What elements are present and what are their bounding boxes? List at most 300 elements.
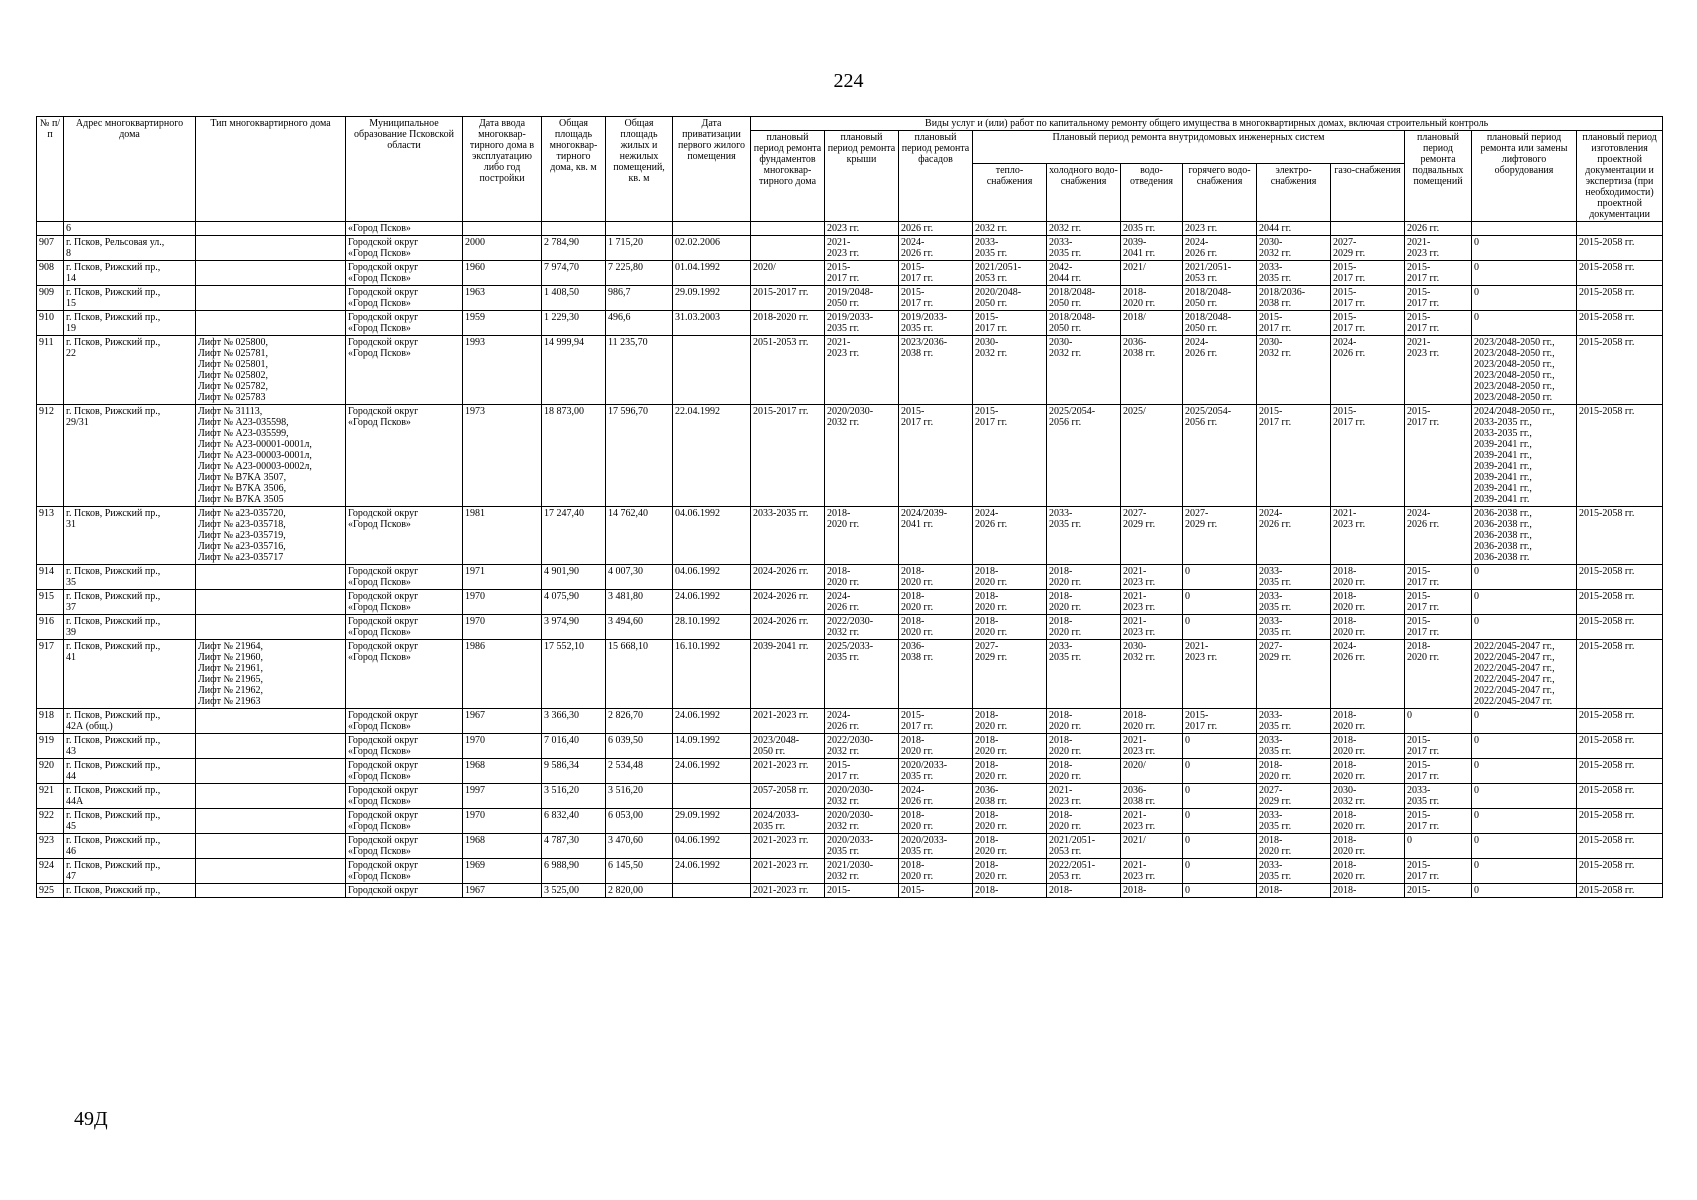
table-cell: 2018/2048- 2050 гг. [1047, 311, 1121, 336]
table-cell: 29.09.1992 [673, 286, 751, 311]
table-cell: 2018- 2020 гг. [1047, 709, 1121, 734]
table-cell: 2026 гг. [1405, 222, 1472, 236]
table-cell: г. Псков, Рижский пр., 41 [64, 640, 196, 709]
row-number: 913 [37, 507, 64, 565]
table-cell: 2018- 2020 гг. [825, 507, 899, 565]
table-cell: 3 516,20 [606, 784, 673, 809]
row-number: 910 [37, 311, 64, 336]
table-cell: Городской округ «Город Псков» [346, 336, 463, 405]
table-cell: г. Псков, Рижский пр., 43 [64, 734, 196, 759]
table-cell: 24.06.1992 [673, 590, 751, 615]
row-number: 920 [37, 759, 64, 784]
table-cell: 2036- 2038 гг. [899, 640, 973, 709]
table-cell [196, 590, 346, 615]
table-cell: 2015- 2017 гг. [1331, 405, 1405, 507]
table-cell: 2018- 2020 гг. [825, 565, 899, 590]
table-cell: 2015- 2017 гг. [1405, 759, 1472, 784]
table-cell: 986,7 [606, 286, 673, 311]
table-cell: 2033- 2035 гг. [1257, 859, 1331, 884]
table-cell: 2036- 2038 гг. [1121, 784, 1183, 809]
table-row [37, 311, 1663, 336]
table-cell: г. Псков, Рижский пр., 46 [64, 834, 196, 859]
table-cell: 2019/2048- 2050 гг. [825, 286, 899, 311]
table-cell: 2022/2051- 2053 гг. [1047, 859, 1121, 884]
table-cell: 2018/2036- 2038 гг. [1257, 286, 1331, 311]
table-cell: 15 668,10 [606, 640, 673, 709]
table-cell [196, 261, 346, 286]
table-row [37, 640, 1663, 709]
table-cell: 2021/2030- 2032 гг. [825, 859, 899, 884]
table-cell: 28.10.1992 [673, 615, 751, 640]
table-cell: 2018- 2020 гг. [973, 834, 1047, 859]
table-cell: 0 [1472, 809, 1577, 834]
table-cell: 0 [1183, 884, 1257, 898]
table-cell [196, 759, 346, 784]
header-municipality: Муниципальное образование Псковской области [346, 117, 463, 222]
table-cell: г. Псков, Рижский пр., 35 [64, 565, 196, 590]
table-cell [606, 222, 673, 236]
table-cell: 2015-2058 гг. [1577, 336, 1663, 405]
table-cell: 2030- 2032 гг. [1257, 336, 1331, 405]
table-cell: 2033- 2035 гг. [1257, 809, 1331, 834]
header-works-group: Виды услуг и (или) работ по капитальному ремонту общего имущества в многоквартирных домах, включая строительный контроль [751, 117, 1663, 131]
table-cell: 2015-2058 гг. [1577, 565, 1663, 590]
table-cell: Городской округ «Город Псков» [346, 859, 463, 884]
table-cell: г. Псков, Рижский пр., 44 [64, 759, 196, 784]
header-foundation: плановый период ремонта фундаментов многоквар-тирного дома [751, 131, 825, 222]
table-cell: 2015- 2017 гг. [899, 286, 973, 311]
table-cell: 2018- 2020 гг. [1047, 809, 1121, 834]
table-cell: 2018- [1121, 884, 1183, 898]
header-commission: Дата ввода многоквар-тирного дома в эксплуатацию либо год постройки [463, 117, 542, 222]
table-cell: 2027- 2029 гг. [973, 640, 1047, 709]
table-cell: 2018- [1331, 884, 1405, 898]
table-cell: Городской округ «Город Псков» [346, 286, 463, 311]
table-cell: 0 [1183, 615, 1257, 640]
table-cell: 2039- 2041 гг. [1121, 236, 1183, 261]
table-cell: 2015- 2017 гг. [1405, 286, 1472, 311]
table-cell: 2018- 2020 гг. [899, 590, 973, 615]
table-cell: 0 [1472, 859, 1577, 884]
table-cell: г. Псков, Рижский пр., 47 [64, 859, 196, 884]
table-cell: 2024- 2026 гг. [1257, 507, 1331, 565]
header-systems-group: Плановый период ремонта внутридомовых инженерных систем [973, 131, 1405, 164]
table-cell: 31.03.2003 [673, 311, 751, 336]
table-cell: 2030- 2032 гг. [1121, 640, 1183, 709]
row-number: 923 [37, 834, 64, 859]
table-cell: Городской округ «Город Псков» [346, 615, 463, 640]
table-cell: 2051-2053 гг. [751, 336, 825, 405]
table-cell: 1967 [463, 884, 542, 898]
table-cell: 1968 [463, 834, 542, 859]
header-drainage: водо-отведения [1121, 163, 1183, 221]
table-cell: Городской округ «Город Псков» [346, 834, 463, 859]
table-cell: 0 [1472, 311, 1577, 336]
table-cell: 0 [1183, 565, 1257, 590]
table-cell: 2026 гг. [899, 222, 973, 236]
table-cell: 2015- [825, 884, 899, 898]
table-cell: г. Псков, Рижский пр., 37 [64, 590, 196, 615]
table-cell [196, 734, 346, 759]
row-number: 908 [37, 261, 64, 286]
table-cell: 2018- 2020 гг. [1047, 734, 1121, 759]
table-cell: 7 016,40 [542, 734, 606, 759]
table-cell: 2024- 2026 гг. [973, 507, 1047, 565]
table-cell: 2033-2035 гг. [751, 507, 825, 565]
table-cell: 2021- 2023 гг. [1331, 507, 1405, 565]
table-cell: 2021- 2023 гг. [1047, 784, 1121, 809]
table-cell: 2024- 2026 гг. [899, 784, 973, 809]
table-cell: 1970 [463, 615, 542, 640]
table-cell: 2 534,48 [606, 759, 673, 784]
table-cell: 2033- 2035 гг. [1405, 784, 1472, 809]
table-cell: 2000 [463, 236, 542, 261]
table-cell: 2033- 2035 гг. [1047, 640, 1121, 709]
table-cell: 1967 [463, 709, 542, 734]
table-cell: 04.06.1992 [673, 834, 751, 859]
table-cell: 1 229,30 [542, 311, 606, 336]
table-cell: 2024- 2026 гг. [1331, 336, 1405, 405]
table-cell: 6 832,40 [542, 809, 606, 834]
table-cell: 2015- 2017 гг. [1405, 734, 1472, 759]
table-cell: 2027- 2029 гг. [1257, 640, 1331, 709]
table-cell: 2018- 2020 гг. [1331, 565, 1405, 590]
table-cell: 2015-2017 гг. [751, 405, 825, 507]
table-row [37, 405, 1663, 507]
table-cell: 2020/ [1121, 759, 1183, 784]
table-cell: Городской округ «Город Псков» [346, 590, 463, 615]
table-cell: 2015-2058 гг. [1577, 615, 1663, 640]
table-cell: 2015- [899, 884, 973, 898]
table-cell: 2015- 2017 гг. [1331, 261, 1405, 286]
table-cell [37, 222, 64, 236]
table-cell: 2018- [973, 884, 1047, 898]
table-cell: 2015- 2017 гг. [1405, 859, 1472, 884]
table-cell: 1 715,20 [606, 236, 673, 261]
table-cell: 2 826,70 [606, 709, 673, 734]
table-cell: г. Псков, Рижский пр., 22 [64, 336, 196, 405]
table-cell [196, 859, 346, 884]
table-cell: 2018- 2020 гг. [899, 565, 973, 590]
table-cell: 0 [1472, 784, 1577, 809]
table-cell: 2033- 2035 гг. [1257, 734, 1331, 759]
table-cell: 2033- 2035 гг. [1257, 565, 1331, 590]
table-cell: г. Псков, Рижский пр., 31 [64, 507, 196, 565]
table-cell: Городской округ «Город Псков» [346, 809, 463, 834]
table-cell: 2021-2023 гг. [751, 759, 825, 784]
table-cell: 3 366,30 [542, 709, 606, 734]
table-cell: 2018/2048- 2050 гг. [1183, 311, 1257, 336]
table-cell: Городской округ «Город Псков» [346, 565, 463, 590]
table-cell: 2018- 2020 гг. [1331, 709, 1405, 734]
table-cell: 3 525,00 [542, 884, 606, 898]
header-gas: газо-снабжения [1331, 163, 1405, 221]
table-cell: 2023/2048-2050 гг., 2023/2048-2050 гг., 2023/2048-2050 гг., 2023/2048-2050 гг., 2023/2048-2050 гг., 2023/2048-2050 гг. [1472, 336, 1577, 405]
table-cell: 2027- 2029 гг. [1121, 507, 1183, 565]
table-cell [196, 709, 346, 734]
table-row-continued [37, 222, 1663, 236]
table-cell: 2024-2026 гг. [751, 565, 825, 590]
row-number: 911 [37, 336, 64, 405]
table-cell: 2018/2048- 2050 гг. [1183, 286, 1257, 311]
table-cell: 24.06.1992 [673, 709, 751, 734]
table-cell: 2015- 2017 гг. [899, 405, 973, 507]
header-num: № п/п [37, 117, 64, 222]
header-elevator: плановый период ремонта или замены лифтового оборудования [1472, 131, 1577, 222]
row-number: 916 [37, 615, 64, 640]
table-row [37, 834, 1663, 859]
table-cell: 0 [1183, 784, 1257, 809]
table-cell: 2015- 2017 гг. [1257, 405, 1331, 507]
table-cell: 2025/2033- 2035 гг. [825, 640, 899, 709]
table-cell: 1960 [463, 261, 542, 286]
table-cell: 4 901,90 [542, 565, 606, 590]
table-cell: 2015- 2017 гг. [1405, 261, 1472, 286]
table-cell: 2015-2058 гг. [1577, 590, 1663, 615]
table-cell: 2027- 2029 гг. [1183, 507, 1257, 565]
table-cell: Лифт № 025800, Лифт № 025781, Лифт № 025801, Лифт № 025802, Лифт № 025782, Лифт № 025783 [196, 336, 346, 405]
table-cell [1472, 222, 1577, 236]
table-cell [1331, 222, 1405, 236]
table-cell: г. Псков, Рижский пр., 42А (общ.) [64, 709, 196, 734]
table-cell: 2042- 2044 гг. [1047, 261, 1121, 286]
table-cell: 2019/2033- 2035 гг. [825, 311, 899, 336]
table-cell: 0 [1472, 884, 1577, 898]
table-cell: 04.06.1992 [673, 507, 751, 565]
table-cell: 2018- 2020 гг. [1331, 590, 1405, 615]
table-cell: 18 873,00 [542, 405, 606, 507]
table-cell: 2024- 2026 гг. [1331, 640, 1405, 709]
header-total-area: Общая площадь многоквар-тирного дома, кв. м [542, 117, 606, 222]
table-cell: 2020/2033- 2035 гг. [899, 759, 973, 784]
table-cell [196, 615, 346, 640]
table-cell: 2015-2058 гг. [1577, 759, 1663, 784]
row-number: 925 [37, 884, 64, 898]
table-cell: 29.09.1992 [673, 809, 751, 834]
table-cell: 2030- 2032 гг. [1047, 336, 1121, 405]
table-cell: 2033- 2035 гг. [1257, 709, 1331, 734]
table-cell: 0 [1183, 759, 1257, 784]
table-cell: 1993 [463, 336, 542, 405]
table-cell: 14 762,40 [606, 507, 673, 565]
table-cell: 2015-2017 гг. [751, 286, 825, 311]
table-cell: 1970 [463, 590, 542, 615]
table-cell: 2033- 2035 гг. [1257, 590, 1331, 615]
row-number: 921 [37, 784, 64, 809]
table-cell: 2025/2054- 2056 гг. [1183, 405, 1257, 507]
table-cell: 0 [1472, 565, 1577, 590]
table-row [37, 884, 1663, 898]
table-cell: 2015-2058 гг. [1577, 236, 1663, 261]
table-cell: 2015-2058 гг. [1577, 286, 1663, 311]
table-cell: 2021- 2023 гг. [1405, 336, 1472, 405]
table-cell: 2015-2058 гг. [1577, 640, 1663, 709]
table-cell: 0 [1472, 286, 1577, 311]
table-cell: 2018- [1047, 884, 1121, 898]
table-cell: 2018- 2020 гг. [1047, 615, 1121, 640]
page-number: 224 [833, 70, 864, 92]
row-number: 914 [37, 565, 64, 590]
table-cell: 2030- 2032 гг. [1331, 784, 1405, 809]
table-cell: Лифт № 21964, Лифт № 21960, Лифт № 21961, Лифт № 21965, Лифт № 21962, Лифт № 21963 [196, 640, 346, 709]
table-cell: 2024- 2026 гг. [1405, 507, 1472, 565]
table-cell [751, 236, 825, 261]
table-cell: 2015-2058 гг. [1577, 809, 1663, 834]
table-row [37, 590, 1663, 615]
table-cell: Городской округ «Город Псков» [346, 311, 463, 336]
table-cell: 2018- 2020 гг. [973, 859, 1047, 884]
table-cell: 2021-2023 гг. [751, 859, 825, 884]
row-number: 917 [37, 640, 64, 709]
header-living-area: Общая площадь жилых и нежилых помещений, кв. м [606, 117, 673, 222]
table-cell: 2025/ [1121, 405, 1183, 507]
table-cell: 2020/ [751, 261, 825, 286]
table-cell: 2022/2045-2047 гг., 2022/2045-2047 гг., 2022/2045-2047 гг., 2022/2045-2047 гг., 2022/2045-2047 гг., 2022/2045-2047 гг. [1472, 640, 1577, 709]
table-cell: Городской округ «Город Псков» [346, 507, 463, 565]
capital-repair-table [36, 116, 1663, 898]
table-cell: 2015-2058 гг. [1577, 834, 1663, 859]
table-cell: Городской округ «Город Псков» [346, 734, 463, 759]
table-cell: 1973 [463, 405, 542, 507]
table-cell: 2015- 2017 гг. [1405, 405, 1472, 507]
table-cell: 2018- 2020 гг. [1331, 809, 1405, 834]
table-cell: 2018/ [1121, 311, 1183, 336]
table-cell: 1986 [463, 640, 542, 709]
table-cell [196, 236, 346, 261]
table-cell: 16.10.1992 [673, 640, 751, 709]
table-cell: г. Псков, Рижский пр., 14 [64, 261, 196, 286]
table-cell [673, 336, 751, 405]
table-cell: 4 007,30 [606, 565, 673, 590]
table-cell: 1971 [463, 565, 542, 590]
table-cell: 2021/ [1121, 261, 1183, 286]
table-cell: 22.04.1992 [673, 405, 751, 507]
table-cell: Городской округ [346, 884, 463, 898]
table-cell: «Город Псков» [346, 222, 463, 236]
table-cell: 2024/2039- 2041 гг. [899, 507, 973, 565]
table-cell [196, 834, 346, 859]
table-cell: 2018- 2020 гг. [1047, 565, 1121, 590]
table-cell: 2039-2041 гг. [751, 640, 825, 709]
table-cell: 0 [1405, 834, 1472, 859]
table-cell: 24.06.1992 [673, 759, 751, 784]
table-row [37, 261, 1663, 286]
table-cell: 2015- [1405, 884, 1472, 898]
table-cell: 11 235,70 [606, 336, 673, 405]
header-cold-water: холодного водо-снабжения [1047, 163, 1121, 221]
table-cell: 2021- 2023 гг. [1121, 565, 1183, 590]
table-cell: 2015- 2017 гг. [1405, 311, 1472, 336]
row-number: 909 [37, 286, 64, 311]
table-cell: 17 596,70 [606, 405, 673, 507]
table-cell: 2018- 2020 гг. [1257, 834, 1331, 859]
table-cell: 1970 [463, 809, 542, 834]
table-cell: 2018- 2020 гг. [973, 734, 1047, 759]
table-cell: 2020/2030- 2032 гг. [825, 809, 899, 834]
table-cell: г. Псков, Рельсовая ул., 8 [64, 236, 196, 261]
table-header [37, 117, 1663, 222]
table-cell: 2018- 2020 гг. [973, 590, 1047, 615]
table-row [37, 759, 1663, 784]
table-cell: 2024- 2026 гг. [899, 236, 973, 261]
header-facade: плановый период ремонта фасадов [899, 131, 973, 222]
table-cell: 2023 гг. [1183, 222, 1257, 236]
table-cell: 2018- 2020 гг. [1331, 615, 1405, 640]
table-row [37, 286, 1663, 311]
header-basement: плановый период ремонта подвальных помещений [1405, 131, 1472, 222]
table-cell: 1970 [463, 734, 542, 759]
table-cell: 2015- 2017 гг. [1405, 615, 1472, 640]
table-cell: 1968 [463, 759, 542, 784]
row-number: 919 [37, 734, 64, 759]
table-cell: 01.04.1992 [673, 261, 751, 286]
row-number: 924 [37, 859, 64, 884]
table-cell: 2018- 2020 гг. [973, 709, 1047, 734]
table-cell: г. Псков, Рижский пр., 44А [64, 784, 196, 809]
table-cell: 2021- 2023 гг. [1121, 859, 1183, 884]
table-cell: 2036-2038 гг., 2036-2038 гг., 2036-2038 гг., 2036-2038 гг., 2036-2038 гг. [1472, 507, 1577, 565]
table-cell: 2015-2058 гг. [1577, 784, 1663, 809]
table-cell: 2018- 2020 гг. [899, 615, 973, 640]
table-cell: 1969 [463, 859, 542, 884]
table-cell: Городской округ «Город Псков» [346, 236, 463, 261]
header-address: Адрес многоквартирного дома [64, 117, 196, 222]
table-cell: 2018- [1257, 884, 1331, 898]
table-cell: 2044 гг. [1257, 222, 1331, 236]
table-cell: 2015-2058 гг. [1577, 507, 1663, 565]
table-cell: 3 481,80 [606, 590, 673, 615]
table-cell: 2021/2051- 2053 гг. [1183, 261, 1257, 286]
table-row [37, 809, 1663, 834]
table-cell [463, 222, 542, 236]
table-cell: 0 [1472, 590, 1577, 615]
table-cell: 2033- 2035 гг. [1257, 615, 1331, 640]
table-cell: 2015- 2017 гг. [899, 709, 973, 734]
table-cell: 3 516,20 [542, 784, 606, 809]
table-cell: 6 988,90 [542, 859, 606, 884]
table-cell: 2015- 2017 гг. [825, 261, 899, 286]
table-cell: 0 [1183, 834, 1257, 859]
table-cell: 2019/2033- 2035 гг. [899, 311, 973, 336]
table-cell: 2021/2051- 2053 гг. [973, 261, 1047, 286]
table-cell: 2025/2054- 2056 гг. [1047, 405, 1121, 507]
table-cell: 2018- 2020 гг. [899, 734, 973, 759]
table-cell: 2024- 2026 гг. [825, 590, 899, 615]
table-cell: 2036- 2038 гг. [1121, 336, 1183, 405]
table-cell: 2021- 2023 гг. [825, 336, 899, 405]
table-cell: 2032 гг. [1047, 222, 1121, 236]
table-cell: 2018- 2020 гг. [1121, 709, 1183, 734]
table-cell: 0 [1472, 734, 1577, 759]
table-row [37, 859, 1663, 884]
table-cell [1577, 222, 1663, 236]
table-cell: 0 [1472, 709, 1577, 734]
table-cell: 2 820,00 [606, 884, 673, 898]
table-cell: 2021/ [1121, 834, 1183, 859]
table-cell: 2024/2048-2050 гг., 2033-2035 гг., 2033-2035 гг., 2039-2041 гг., 2039-2041 гг., 2039-2041 гг., 2039-2041 гг., 2039-2041 гг., 2039-2041 гг. [1472, 405, 1577, 507]
table-cell: г. Псков, Рижский пр., [64, 884, 196, 898]
table-cell: 496,6 [606, 311, 673, 336]
row-number: 915 [37, 590, 64, 615]
table-cell: 2021- 2023 гг. [1121, 809, 1183, 834]
table-cell: 24.06.1992 [673, 859, 751, 884]
table-cell: 0 [1472, 615, 1577, 640]
table-cell: 7 974,70 [542, 261, 606, 286]
row-number: 918 [37, 709, 64, 734]
table-cell [673, 884, 751, 898]
table-cell: 1 408,50 [542, 286, 606, 311]
table-cell: 2015- 2017 гг. [1405, 809, 1472, 834]
